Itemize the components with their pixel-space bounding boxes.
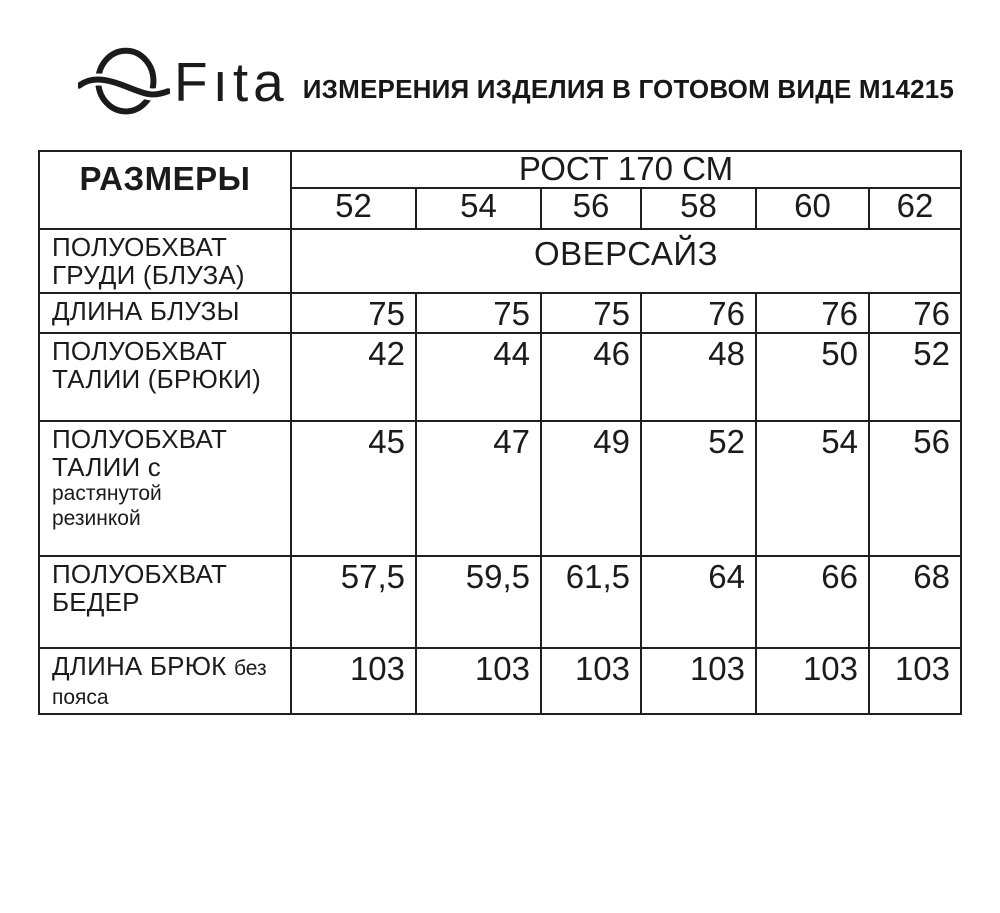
measurement-value: 61,5 (541, 556, 641, 648)
measurement-value: 50 (756, 333, 869, 421)
measurement-value: 103 (756, 648, 869, 714)
measurement-value: 49 (541, 421, 641, 556)
measurement-value: 46 (541, 333, 641, 421)
measurement-value: 59,5 (416, 556, 541, 648)
table-row-waist-stretched (39, 421, 961, 556)
measurement-value: 47 (416, 421, 541, 556)
row-label-waist-pants: ПОЛУОБХВАТ ТАЛИИ (БРЮКИ) (39, 333, 291, 421)
table-row-blouse-length (39, 293, 961, 333)
row-label-hips: ПОЛУОБХВАТ БЕДЕР (39, 556, 291, 648)
table-row-height-header (39, 151, 961, 188)
measurement-value: 54 (756, 421, 869, 556)
measurement-value: 103 (641, 648, 756, 714)
row-label-blouse-length: ДЛИНА БЛУЗЫ (39, 293, 291, 333)
measurement-value: 103 (541, 648, 641, 714)
row-label-main: ПОЛУОБХВАТ ТАЛИИ с (52, 423, 228, 482)
row-label-small: растянутой (52, 481, 162, 505)
size-column-header: 60 (756, 188, 869, 229)
table-row-hips (39, 556, 961, 648)
measurement-value: 52 (869, 333, 961, 421)
measurement-value: 76 (641, 293, 756, 333)
size-table (38, 150, 962, 715)
brand-wordmark: Fıta (174, 50, 289, 113)
size-column-header: 52 (291, 188, 416, 229)
measurement-value: 57,5 (291, 556, 416, 648)
size-column-header: 62 (869, 188, 961, 229)
size-column-header: 56 (541, 188, 641, 229)
height-header-cell: РОСТ 170 СМ (291, 151, 961, 188)
measurement-value: 52 (641, 421, 756, 556)
header (78, 42, 954, 122)
measurement-value: 75 (416, 293, 541, 333)
table-row-chest (39, 229, 961, 293)
measurement-value: 45 (291, 421, 416, 556)
measurement-value: 75 (541, 293, 641, 333)
oversize-span-cell: ОВЕРСАЙЗ (291, 229, 961, 293)
measurement-value: 103 (291, 648, 416, 714)
measurement-value: 76 (756, 293, 869, 333)
table-row-waist-pants (39, 333, 961, 421)
size-column-header: 58 (641, 188, 756, 229)
row-label-chest: ПОЛУОБХВАТ ГРУДИ (БЛУЗА) (39, 229, 291, 293)
measurement-value: 64 (641, 556, 756, 648)
measurement-value: 103 (869, 648, 961, 714)
row-label-pants-length (39, 648, 291, 714)
measurement-value: 103 (416, 648, 541, 714)
row-label-waist-stretched (39, 421, 291, 556)
measurement-value: 68 (869, 556, 961, 648)
page-title: ИЗМЕРЕНИЯ ИЗДЕЛИЯ В ГОТОВОМ ВИДЕ М14215 (302, 73, 955, 104)
row-label-main: ДЛИНА БРЮК (52, 650, 227, 681)
measurement-value: 44 (416, 333, 541, 421)
measurement-value: 48 (641, 333, 756, 421)
measurement-value: 56 (869, 421, 961, 556)
measurement-value: 42 (291, 333, 416, 421)
corner-header-cell: РАЗМЕРЫ (39, 151, 291, 229)
measurement-value: 75 (291, 293, 416, 333)
measurement-value: 76 (869, 293, 961, 333)
row-label-small: без пояса (52, 656, 267, 709)
measurement-value: 66 (756, 556, 869, 648)
row-label-small: резинкой (52, 506, 141, 530)
circle-wave-logo-icon (78, 42, 170, 122)
table-row-pants-length (39, 648, 961, 714)
size-column-header: 54 (416, 188, 541, 229)
